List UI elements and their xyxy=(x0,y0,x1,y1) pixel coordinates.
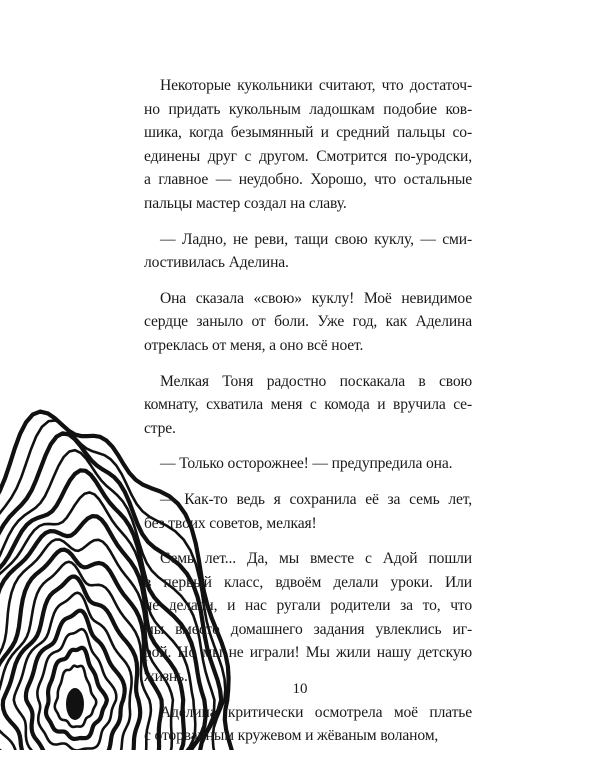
text-line: Она сказала «свою» куклу! Моё невидимое xyxy=(160,289,472,307)
text-line: мы вместо домашнего задания увлеклись иг- xyxy=(144,620,472,638)
text-line: — Как-то ведь я сохранила её за семь лет, xyxy=(160,490,472,508)
text-line: пальцы мастер создал на славу. xyxy=(144,194,347,212)
paragraph xyxy=(144,228,472,275)
text-line: Аделина критически осмотрела моё платье xyxy=(160,703,472,721)
paragraph xyxy=(144,287,472,358)
text-line: с оторванным кружевом и жёваным воланом, xyxy=(144,727,439,745)
paragraph xyxy=(144,488,472,535)
text-line: шика, когда безымянный и средний пальцы со- xyxy=(144,124,472,142)
text-line: — Только осторожнее! — предупредила она. xyxy=(160,455,453,473)
paragraph xyxy=(144,701,472,748)
text-line: Мелкая Тоня радостно поскакала в свою xyxy=(160,372,472,390)
text-line: без твоих советов, мелкая! xyxy=(144,514,317,532)
paragraph xyxy=(144,74,472,216)
paragraph xyxy=(144,547,472,689)
text-line: единены друг с другом. Смотрится по-уродски, xyxy=(144,147,472,165)
page-number: 10 xyxy=(292,681,308,697)
text-line: не делали, и нас ругали родители за то, что xyxy=(144,597,472,615)
text-line: комнату, схватила меня с комода и вручила се- xyxy=(144,396,472,414)
text-line: — Ладно, не реви, тащи свою куклу, — сми- xyxy=(160,230,472,248)
text-line: а главное — неудобно. Хорошо, что остальные xyxy=(144,171,472,189)
paragraph xyxy=(144,370,472,441)
text-line: сердце заныло от боли. Уже год, как Аделина xyxy=(144,313,472,331)
text-line: в первый класс, вдвоём делали уроки. Или xyxy=(144,573,472,591)
text-line: но придать кукольным ладошкам подобие ков- xyxy=(144,100,472,118)
paragraph xyxy=(144,452,472,476)
text-line: отреклась от меня, а оно всё ноет. xyxy=(144,336,364,354)
text-line: Семь лет... Да, мы вместе с Адой пошли xyxy=(160,550,472,568)
text-line: рой. Но мы не играли! Мы жили нашу детскую xyxy=(144,644,472,662)
body-text xyxy=(144,74,472,760)
text-line: жизнь. xyxy=(144,668,188,686)
text-line: стре. xyxy=(144,419,176,437)
text-line: лостивилась Аделина. xyxy=(144,254,289,272)
text-line: Некоторые кукольники считают, что достаточ- xyxy=(160,77,472,94)
